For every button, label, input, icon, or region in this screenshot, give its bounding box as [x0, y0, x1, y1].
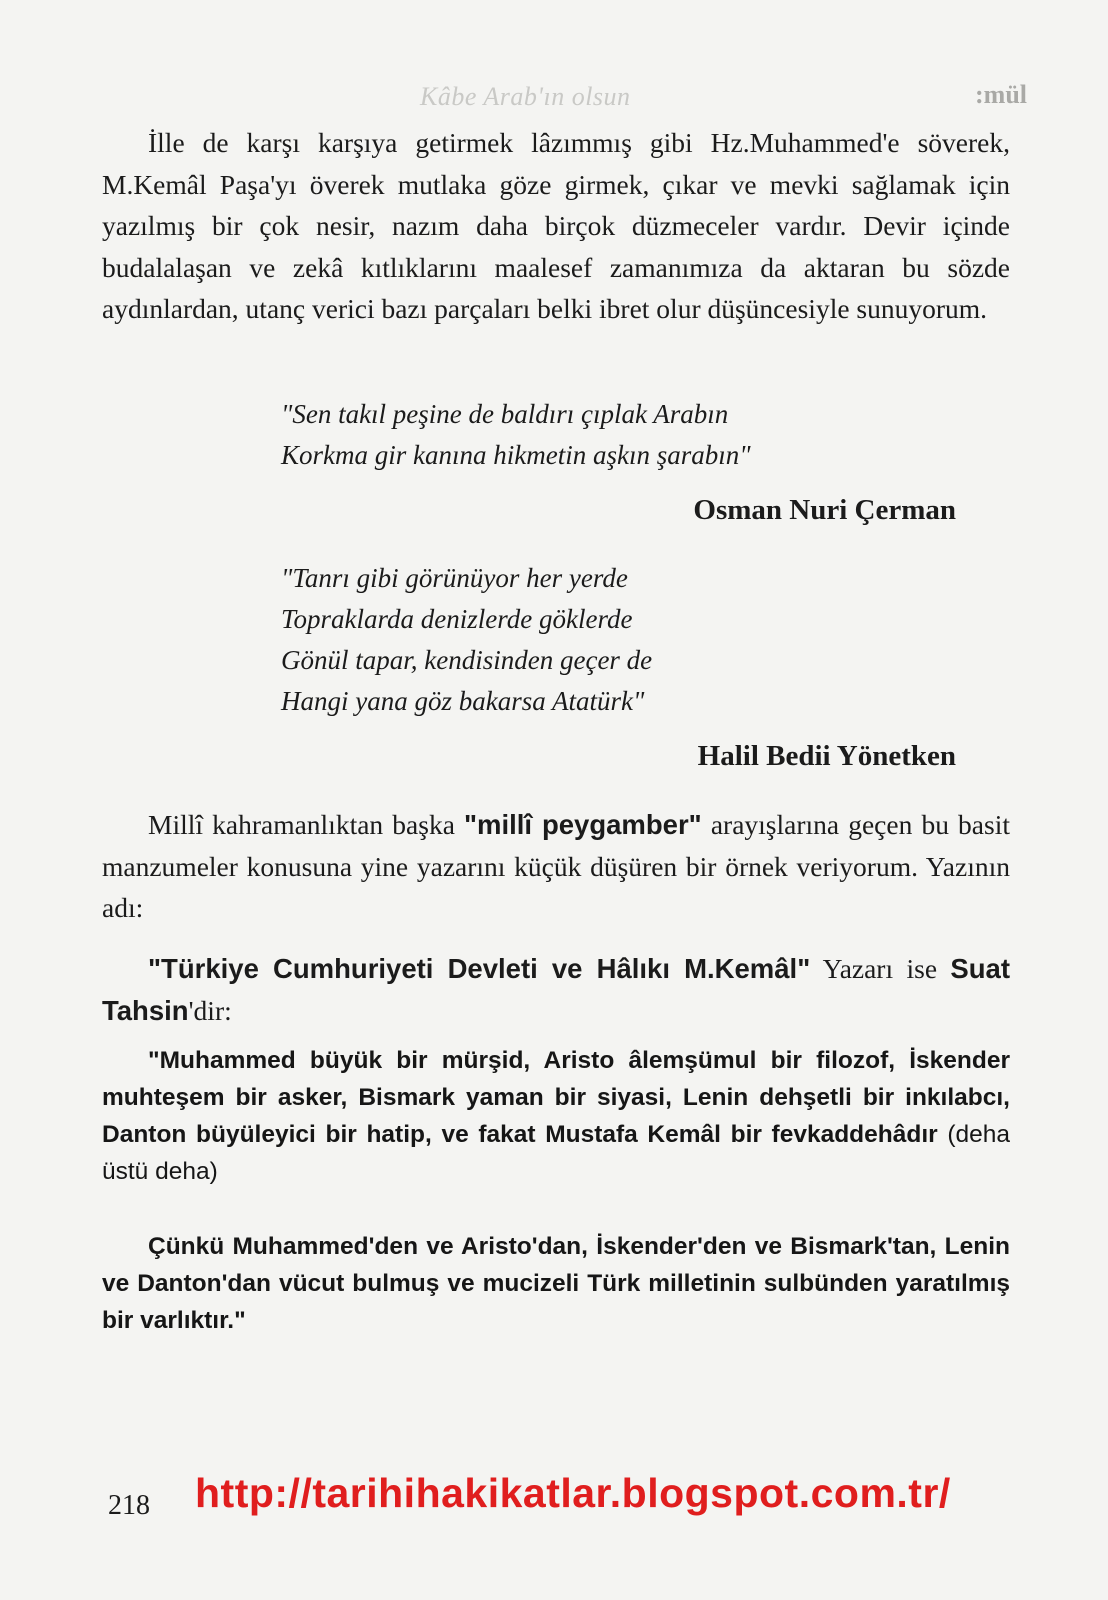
- milli-peygamber-phrase: "millî peygamber": [464, 809, 702, 840]
- milli-paragraph-end: arayışlarına geçen bu basit manzumeler konusuna yine yazarını küçük düşüren bir örnek veriyorum. Yazının adı:: [102, 809, 1010, 923]
- article-title-mid: Yazarı ise: [810, 953, 951, 984]
- verse-block-2: [281, 558, 652, 722]
- article-title-paragraph: [102, 948, 1010, 1031]
- quote-1-bold: "Muhammed büyük bir mürşid, Aristo âlemşümul bir filozof, İskender muhteşem bir asker, Bismark yaman bir siyasi, Lenin dehşetli bir inkılabcı, Danton büyüleyici bir hatip, ve fakat Mustafa Kemâl bir fevkaddehâdır: [102, 1047, 1010, 1148]
- verse-line: Gönül tapar, kendisinden geçer de: [281, 645, 653, 675]
- verse-author-1: Osman Nuri Çerman: [693, 494, 956, 526]
- milli-paragraph: [102, 804, 1010, 929]
- article-author: Suat Tahsin: [102, 953, 1010, 1026]
- quote-1-normal: (deha üstü deha): [102, 1121, 1011, 1185]
- intro-paragraph: İlle de karşı karşıya getirmek lâzımmış gibi Hz.Muhammed'e söverek, M.Kemâl Paşa'yı överek mutlaka göze girmek, çıkar ve mevki sağlamak için yazılmış bir çok nesir, nazım daha birçok düzmeceler vardır. Devir içinde budalalaşan ve zekâ kıtlıklarını maalesef zamanımıza da aktaran bu sözde aydınlardan, utanç verici bazı parçaları belki ibret olur düşüncesiyle sunuyorum.: [102, 127, 1010, 324]
- bleed-through-header: Kâbe Arab'ın olsun: [420, 82, 631, 111]
- bleed-through-header-right: :mül: [975, 80, 1027, 109]
- verse-line: "Tanrı gibi görünüyor her yerde: [281, 563, 628, 593]
- verse-block-1: [281, 394, 751, 476]
- verse-author-2: Halil Bedii Yönetken: [697, 740, 956, 772]
- quote-paragraph-1: [102, 1042, 1010, 1190]
- article-title: "Türkiye Cumhuriyeti Devleti ve Hâlıkı M.Kemâl": [148, 953, 811, 984]
- verse-line: Korkma gir kanına hikmetin aşkın şarabın": [281, 440, 751, 470]
- milli-paragraph-start: Millî kahramanlıktan başka: [148, 809, 465, 840]
- article-title-end: 'dir:: [188, 994, 232, 1026]
- verse-line: Hangi yana göz bakarsa Atatürk": [281, 686, 645, 716]
- quote-paragraph-2: Çünkü Muhammed'den ve Aristo'dan, İskender'den ve Bismark'tan, Lenin ve Danton'dan vücut bulmuş ve mucizeli Türk milletinin sulbünden yaratılmış bir varlıktır.": [102, 1233, 1010, 1334]
- verse-line: Topraklarda denizlerde göklerde: [281, 604, 633, 634]
- page-number: 218: [108, 1490, 150, 1521]
- watermark-url: http://tarihihakikatlar.blogspot.com.tr/: [195, 1470, 951, 1516]
- verse-line: "Sen takıl peşine de baldırı çıplak Arabın: [281, 399, 729, 429]
